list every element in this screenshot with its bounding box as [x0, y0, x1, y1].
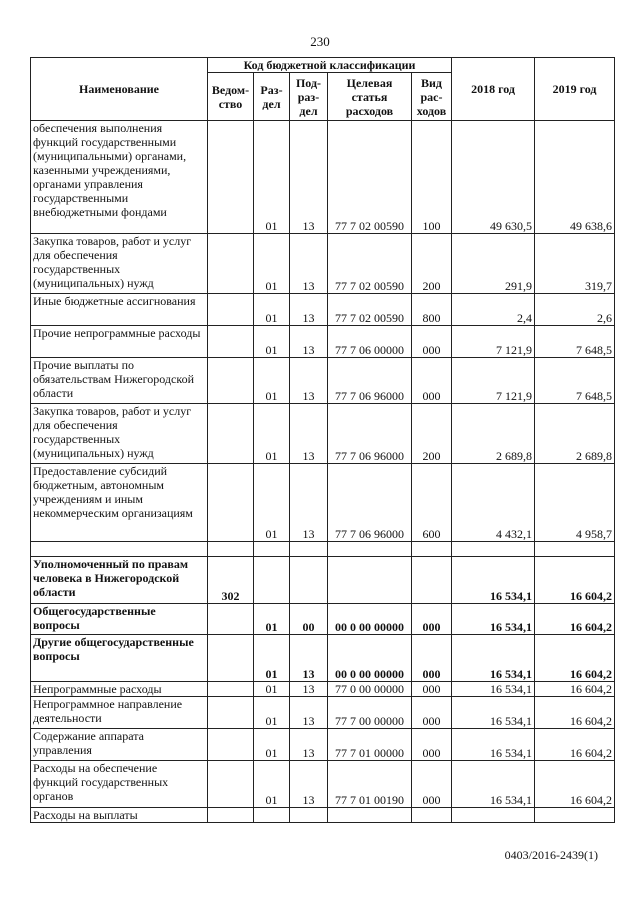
row-target-article: 77 7 02 00590	[328, 294, 412, 326]
row-name: Непрограммное направление деятельности	[31, 697, 208, 729]
row-target-article: 77 7 00 00000	[328, 697, 412, 729]
row-podrazdel: 13	[290, 404, 328, 464]
row-amount-2019: 2,6	[535, 294, 615, 326]
row-target-article: 77 7 02 00590	[328, 234, 412, 294]
row-expense-type: 600	[412, 464, 452, 542]
row-expense-type: 000	[412, 604, 452, 635]
table-row	[31, 234, 615, 294]
row-vedomstvo	[208, 294, 254, 326]
row-expense-type: 000	[412, 326, 452, 358]
row-razdel	[254, 542, 290, 557]
row-name: Уполномоченный по правам человека в Нижегородской области	[31, 557, 208, 604]
row-vedomstvo	[208, 808, 254, 823]
row-vedomstvo	[208, 234, 254, 294]
row-podrazdel: 13	[290, 234, 328, 294]
row-expense-type: 000	[412, 358, 452, 404]
row-vedomstvo	[208, 542, 254, 557]
row-name: обеспечения выполнения функций государственными (муниципальными) органами, казенными учреждениями, органами управления государственными внебюджетными фондами	[31, 121, 208, 234]
row-amount-2019: 16 604,2	[535, 697, 615, 729]
row-amount-2018: 49 630,5	[452, 121, 535, 234]
row-target-article: 77 7 06 96000	[328, 358, 412, 404]
row-amount-2018: 7 121,9	[452, 358, 535, 404]
row-razdel: 01	[254, 464, 290, 542]
row-expense-type: 000	[412, 761, 452, 808]
row-amount-2018: 16 534,1	[452, 557, 535, 604]
row-razdel	[254, 557, 290, 604]
row-razdel: 01	[254, 761, 290, 808]
header-classification-group: Код бюджетной классификации	[208, 58, 452, 73]
table-row	[31, 121, 615, 234]
table-row	[31, 557, 615, 604]
row-target-article: 00 0 00 00000	[328, 604, 412, 635]
row-vedomstvo: 302	[208, 557, 254, 604]
budget-table	[30, 57, 615, 823]
header-target-article: Целевая статья расходов	[328, 73, 412, 121]
row-expense-type	[412, 542, 452, 557]
header-razdel: Раз- дел	[254, 73, 290, 121]
row-amount-2019: 16 604,2	[535, 604, 615, 635]
row-vedomstvo	[208, 358, 254, 404]
table-row	[31, 604, 615, 635]
row-amount-2019	[535, 808, 615, 823]
row-amount-2018: 16 534,1	[452, 682, 535, 697]
row-target-article: 77 7 02 00590	[328, 121, 412, 234]
row-target-article: 77 7 01 00000	[328, 729, 412, 761]
table-row	[31, 464, 615, 542]
row-podrazdel: 13	[290, 729, 328, 761]
table-row	[31, 542, 615, 557]
row-podrazdel: 13	[290, 682, 328, 697]
page-number: 230	[310, 34, 330, 49]
table-row	[31, 808, 615, 823]
row-amount-2019: 4 958,7	[535, 464, 615, 542]
row-expense-type: 000	[412, 697, 452, 729]
row-expense-type	[412, 808, 452, 823]
table-row	[31, 697, 615, 729]
header-vedomstvo: Ведом- ство	[208, 73, 254, 121]
header-podrazdel: Под- раз- дел	[290, 73, 328, 121]
row-razdel: 01	[254, 294, 290, 326]
table-row	[31, 729, 615, 761]
header-name: Наименование	[31, 58, 208, 121]
header-expense-type: Вид рас- ходов	[412, 73, 452, 121]
row-target-article: 00 0 00 00000	[328, 635, 412, 682]
row-amount-2019: 319,7	[535, 234, 615, 294]
row-amount-2018: 2,4	[452, 294, 535, 326]
row-name: Содержание аппарата управления	[31, 729, 208, 761]
row-amount-2019: 49 638,6	[535, 121, 615, 234]
row-expense-type: 800	[412, 294, 452, 326]
table-row	[31, 761, 615, 808]
row-vedomstvo	[208, 682, 254, 697]
row-podrazdel	[290, 557, 328, 604]
row-expense-type: 000	[412, 729, 452, 761]
row-razdel: 01	[254, 358, 290, 404]
row-podrazdel	[290, 808, 328, 823]
row-vedomstvo	[208, 121, 254, 234]
row-target-article	[328, 557, 412, 604]
row-amount-2018: 16 534,1	[452, 604, 535, 635]
row-vedomstvo	[208, 326, 254, 358]
row-expense-type: 000	[412, 682, 452, 697]
row-name: Общегосударственные вопросы	[31, 604, 208, 635]
row-target-article	[328, 542, 412, 557]
row-name: Расходы на выплаты	[31, 808, 208, 823]
row-name: Прочие непрограммные расходы	[31, 326, 208, 358]
row-expense-type	[412, 557, 452, 604]
row-razdel: 01	[254, 404, 290, 464]
row-amount-2019: 16 604,2	[535, 729, 615, 761]
row-vedomstvo	[208, 697, 254, 729]
table-row	[31, 358, 615, 404]
row-razdel: 01	[254, 682, 290, 697]
table-row	[31, 294, 615, 326]
row-vedomstvo	[208, 604, 254, 635]
row-vedomstvo	[208, 729, 254, 761]
table-row	[31, 635, 615, 682]
row-razdel: 01	[254, 697, 290, 729]
header-2019: 2019 год	[535, 58, 615, 121]
row-podrazdel	[290, 542, 328, 557]
row-vedomstvo	[208, 761, 254, 808]
row-amount-2019: 7 648,5	[535, 358, 615, 404]
row-amount-2019	[535, 542, 615, 557]
row-expense-type: 200	[412, 234, 452, 294]
row-amount-2018: 7 121,9	[452, 326, 535, 358]
row-razdel: 01	[254, 121, 290, 234]
row-amount-2018: 16 534,1	[452, 697, 535, 729]
row-name: Расходы на обеспечение функций государственных органов	[31, 761, 208, 808]
table-row	[31, 404, 615, 464]
row-target-article: 77 7 06 96000	[328, 464, 412, 542]
row-amount-2018: 16 534,1	[452, 761, 535, 808]
row-podrazdel: 13	[290, 294, 328, 326]
row-podrazdel: 13	[290, 326, 328, 358]
row-name: Прочие выплаты по обязательствам Нижегородской области	[31, 358, 208, 404]
row-podrazdel: 13	[290, 761, 328, 808]
row-name: Непрограммные расходы	[31, 682, 208, 697]
row-name: Закупка товаров, работ и услуг для обеспечения государственных (муниципальных) нужд	[31, 234, 208, 294]
row-amount-2019: 16 604,2	[535, 761, 615, 808]
row-podrazdel: 13	[290, 697, 328, 729]
row-name: Другие общегосударственные вопросы	[31, 635, 208, 682]
row-vedomstvo	[208, 635, 254, 682]
row-expense-type: 100	[412, 121, 452, 234]
row-name: Иные бюджетные ассигнования	[31, 294, 208, 326]
row-amount-2019: 16 604,2	[535, 635, 615, 682]
row-name	[31, 542, 208, 557]
document-code: 0403/2016-2439(1)	[504, 848, 598, 862]
row-amount-2019: 7 648,5	[535, 326, 615, 358]
row-amount-2018: 4 432,1	[452, 464, 535, 542]
row-target-article: 77 7 01 00190	[328, 761, 412, 808]
header-2018: 2018 год	[452, 58, 535, 121]
row-podrazdel: 13	[290, 121, 328, 234]
row-razdel: 01	[254, 729, 290, 761]
row-amount-2019: 2 689,8	[535, 404, 615, 464]
table-row	[31, 682, 615, 697]
row-razdel: 01	[254, 635, 290, 682]
row-razdel: 01	[254, 604, 290, 635]
row-target-article	[328, 808, 412, 823]
row-amount-2018: 2 689,8	[452, 404, 535, 464]
row-target-article: 77 7 06 00000	[328, 326, 412, 358]
row-target-article: 77 0 00 00000	[328, 682, 412, 697]
table-row	[31, 326, 615, 358]
row-amount-2018	[452, 542, 535, 557]
row-razdel	[254, 808, 290, 823]
row-name: Закупка товаров, работ и услуг для обеспечения государственных (муниципальных) нужд	[31, 404, 208, 464]
row-amount-2018	[452, 808, 535, 823]
row-expense-type: 000	[412, 635, 452, 682]
row-podrazdel: 00	[290, 604, 328, 635]
row-amount-2019: 16 604,2	[535, 682, 615, 697]
row-expense-type: 200	[412, 404, 452, 464]
row-vedomstvo	[208, 404, 254, 464]
row-target-article: 77 7 06 96000	[328, 404, 412, 464]
row-amount-2018: 291,9	[452, 234, 535, 294]
row-vedomstvo	[208, 464, 254, 542]
row-podrazdel: 13	[290, 635, 328, 682]
row-podrazdel: 13	[290, 358, 328, 404]
row-amount-2019: 16 604,2	[535, 557, 615, 604]
row-name: Предоставление субсидий бюджетным, автономным учреждениям и иным некоммерческим организациям	[31, 464, 208, 542]
row-razdel: 01	[254, 326, 290, 358]
row-amount-2018: 16 534,1	[452, 729, 535, 761]
row-amount-2018: 16 534,1	[452, 635, 535, 682]
row-razdel: 01	[254, 234, 290, 294]
row-podrazdel: 13	[290, 464, 328, 542]
